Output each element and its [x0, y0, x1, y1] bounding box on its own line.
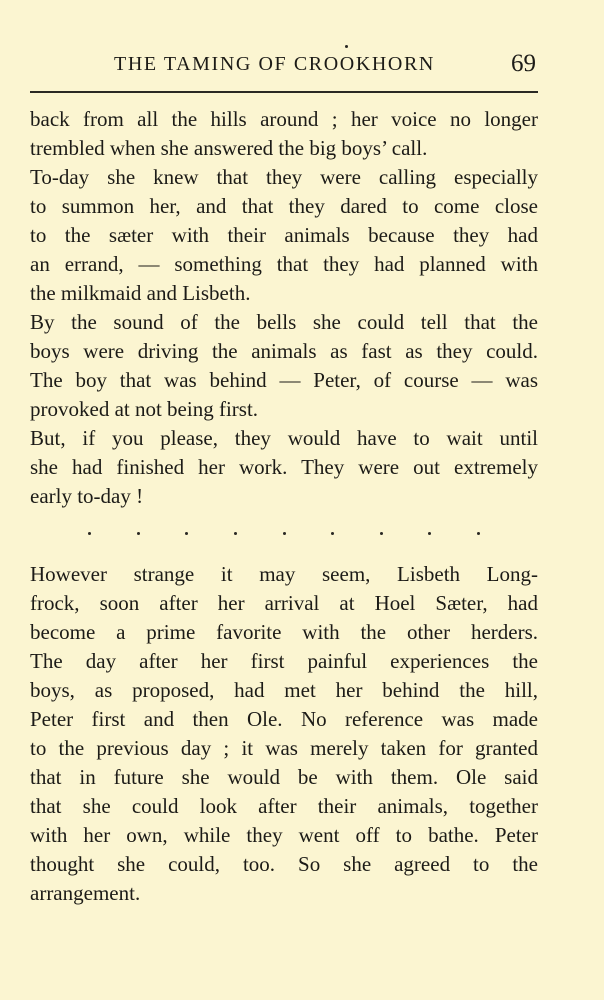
text-line: Peter first and then Ole. No reference was made	[30, 707, 538, 731]
text-line: to the sæter with their animals because they had	[30, 223, 538, 247]
print-speck	[345, 45, 348, 48]
text-line: The day after her first painful experiences the	[30, 649, 538, 673]
text-line: To-day she knew that they were calling especially	[30, 165, 538, 189]
text-line: By the sound of the bells she could tell that the	[30, 310, 538, 334]
break-dot	[477, 532, 480, 535]
text-line: The boy that was behind — Peter, of course — was	[30, 368, 538, 392]
text-line: provoked at not being first.	[30, 397, 259, 421]
text-line: to summon her, and that they dared to come close	[30, 194, 538, 218]
text-line: that she could look after their animals, together	[30, 794, 538, 818]
text-line: boys were driving the animals as fast as they could.	[30, 339, 538, 363]
text-line: However strange it may seem, Lisbeth Long-	[30, 562, 538, 586]
page-number: 69	[511, 50, 536, 77]
text-line: trembled when she answered the big boys’ call.	[30, 136, 428, 160]
text-line: an errand, — something that they had planned with	[30, 252, 538, 276]
text-line: back from all the hills around ; her voice no longer	[30, 107, 538, 131]
break-dot	[88, 532, 91, 535]
break-dot	[185, 532, 188, 535]
break-dot	[428, 532, 431, 535]
text-line: the milkmaid and Lisbeth.	[30, 281, 251, 305]
text-line: frock, soon after her arrival at Hoel Sæter, had	[30, 591, 538, 615]
text-line: boys, as proposed, had met her behind the hill,	[30, 678, 538, 702]
break-dot	[331, 532, 334, 535]
text-line: But, if you please, they would have to wait until	[30, 426, 538, 450]
text-line: to the previous day ; it was merely taken for granted	[30, 736, 538, 760]
section-break-dots	[30, 519, 538, 548]
break-dot	[234, 532, 237, 535]
break-dot	[380, 532, 383, 535]
header-rule	[30, 91, 538, 93]
break-dot	[283, 532, 286, 535]
text-line: thought she could, too. So she agreed to the	[30, 852, 538, 876]
text-line: she had finished her work. They were out extremely	[30, 455, 538, 479]
text-line: that in future she would be with them. Ole said	[30, 765, 538, 789]
running-title: THE TAMING OF CROOKHORN	[114, 53, 435, 75]
body-text	[30, 105, 538, 908]
text-line: early to-day !	[30, 484, 144, 508]
text-line: arrangement.	[30, 881, 141, 905]
text-line: become a prime favorite with the other herders.	[30, 620, 538, 644]
running-head	[30, 50, 538, 82]
text-line: with her own, while they went off to bathe. Peter	[30, 823, 538, 847]
break-dot	[137, 532, 140, 535]
